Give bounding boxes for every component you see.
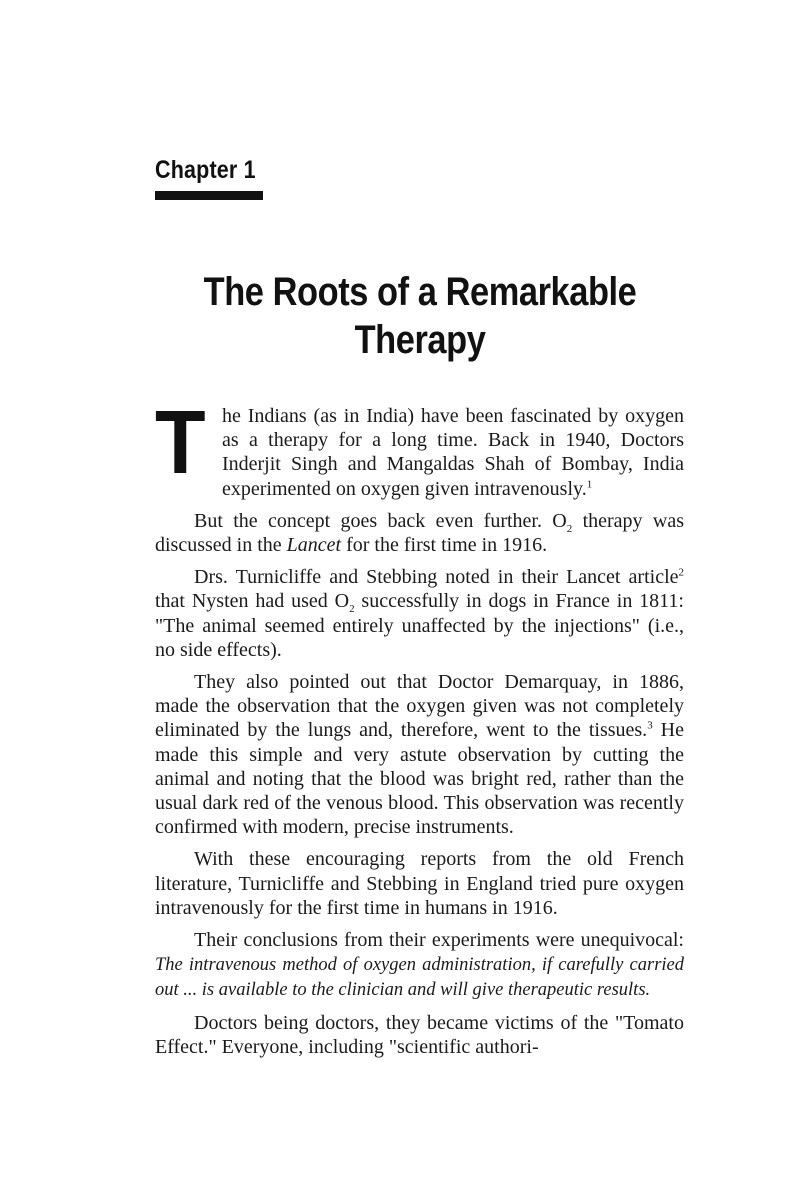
paragraph-3: Drs. Turnicliffe and Stebbing noted in their Lancet article$^2$ that Nysten had used $O_2$ successfully in dogs in France in 1811: "The animal seemed entirely unaffected by the injections" (i.e., no side effects). [155, 566, 684, 661]
italic-quote: The intravenous method of oxygen administration, if carefully carried out ... is available to the clinician and will give therapeutic results. [155, 955, 684, 1001]
body-text [155, 393, 684, 1059]
paragraph-4: They also pointed out that Doctor Demarquay, in 1886, made the observation that the oxygen given was not completely eliminated by the lungs and, therefore, went to the tissues.$^3$ He made this simple and very astute observation by cutting the animal and noting that the blood was bright red, rather than the usual dark red of the venous blood. This observation was recently confirmed with modern, precise instruments. [155, 671, 684, 839]
chapter-title-line-2: Therapy [354, 318, 486, 362]
footnote-ref-2: 2 [678, 566, 684, 579]
paragraph-1: The Indians (as in India) have been fascinated by oxygen as a therapy for a long time. Back in 1940, Doctors Inderjit Singh and Mangaldas Shah of Bombay, India experimented on oxygen given intravenously.$^1$ [155, 393, 684, 500]
footnote-ref-3: 3 [647, 719, 653, 732]
drop-cap: T [155, 393, 206, 493]
chapter-rule [155, 191, 263, 200]
footnote-ref-1: 1 [586, 477, 593, 490]
chapter-title-line-1: The Roots of a Remarkable [203, 270, 637, 314]
journal-name: Lancet [286, 534, 342, 557]
paragraph-5: With these encouraging reports from the old French literature, Turnicliffe and Stebbing in England tried pure oxygen intravenously for the first time in humans in 1916. [155, 848, 684, 919]
paragraph-6: Their conclusions from their experiments were unequivocal: The intravenous method of oxygen administration, if carefully carried out ... is available to the clinician and will give therapeutic results. [155, 929, 684, 1001]
chapter-title [140, 268, 700, 364]
paragraph-2: But the concept goes back even further. $O_2$ therapy was discussed in the Lancet for the first time in 1916. [155, 509, 684, 557]
paragraph-7: Doctors being doctors, they became victims of the "Tomato Effect." Everyone, including "scientific authori- [155, 1011, 684, 1058]
chapter-label: Chapter 1 [155, 156, 256, 184]
